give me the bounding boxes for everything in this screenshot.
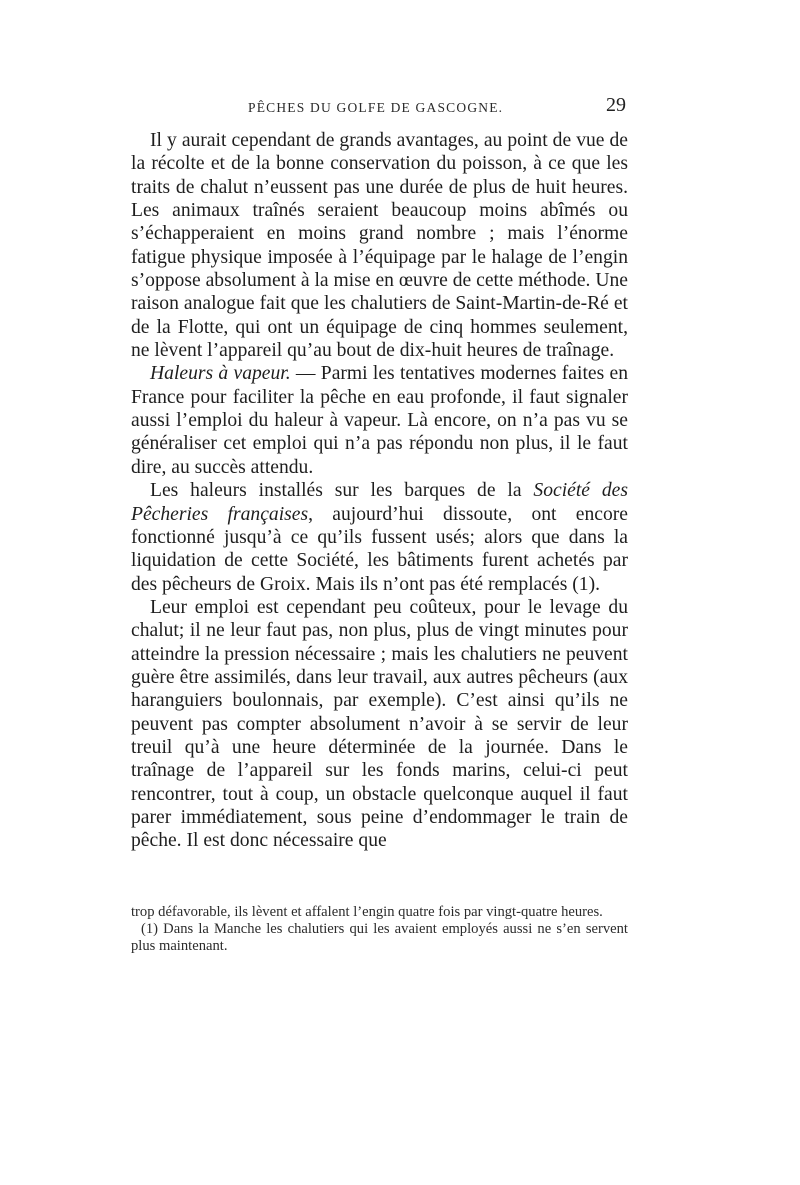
paragraph-4: Leur emploi est cependant peu coûteux, pour le levage du chalut; il ne leur faut pas, non plus, plus de vingt minutes pour atteindre la pression nécessaire ; mais les chalutiers ne peuvent guère être assimilés, dans leur travail, aux autres pêcheurs (aux haranguiers boulonnais, par exemple). C’est ainsi qu’ils ne peuvent pas compter absolument n’avoir à se servir de leur treuil qu’à une heure déterminée de la journée. Dans le traînage de l’appareil sur les fonds marins, celui-ci peut rencontrer, tout à coup, un obstacle quelconque auquel il faut parer immédiatement, sous peine d’endommager le train de pêche. Il est donc nécessaire que [131, 596, 628, 852]
paragraph-3 [131, 479, 628, 596]
paragraph-1: Il y aurait cependant de grands avantages, au point de vue de la récolte et de la bonne conservation du poisson, à ce que les traits de chalut n’eussent pas une durée de plus de huit heures. Les animaux traînés seraient beaucoup moins abîmés ou s’échapperaient en moins grand nombre ; mais l’énorme fatigue physique imposée à l’équipage par le halage de l’engin s’oppose absolument à la mise en œuvre de cette méthode. Une raison analogue fait que les chalutiers de Saint-Martin-de-Ré et de la Flotte, qui ont un équipage de cinq hommes seulement, ne lèvent l’appareil qu’au bout de dix-huit heures de traînage. [131, 130, 628, 362]
footnote-1: (1) Dans la Manche les chalutiers qui les avaient employés aussi ne s’en servent plus maintenant. [131, 920, 628, 954]
page-number: 29 [606, 94, 626, 116]
paragraph-3-after: , aujourd’hui dissoute, ont encore fonctionné jusqu’à ce qu’ils fussent usés; alors que dans la liquidation de cette Société, les bâtiments furent achetés par des pêcheurs de Groix. Mais ils n’ont pas été remplacés (1). [131, 503, 628, 595]
running-title: PÊCHES DU GOLFE DE GASCOGNE. [248, 100, 504, 115]
footnotes [131, 904, 628, 954]
running-header [130, 94, 628, 120]
society-name: Société des Pêcheries françaises [131, 480, 628, 525]
paragraph-2 [131, 362, 628, 479]
paragraph-3-before: Les haleurs installés sur les barques de la [150, 480, 534, 502]
section-heading-haleurs: Haleurs à vapeur. [150, 363, 291, 385]
paragraph-2-text: — Parmi les tentatives modernes faites en France pour faciliter la pêche en eau profonde, il faut signaler aussi l’emploi du haleur à vapeur. Là encore, on n’a pas vu se généraliser cet emploi qui n’a pas répondu non plus, il le faut dire, au succès attendu. [131, 363, 628, 478]
footnote-continuation: trop défavorable, ils lèvent et affalent l’engin quatre fois par vingt-quatre heures. [131, 904, 603, 920]
main-text [131, 129, 628, 853]
